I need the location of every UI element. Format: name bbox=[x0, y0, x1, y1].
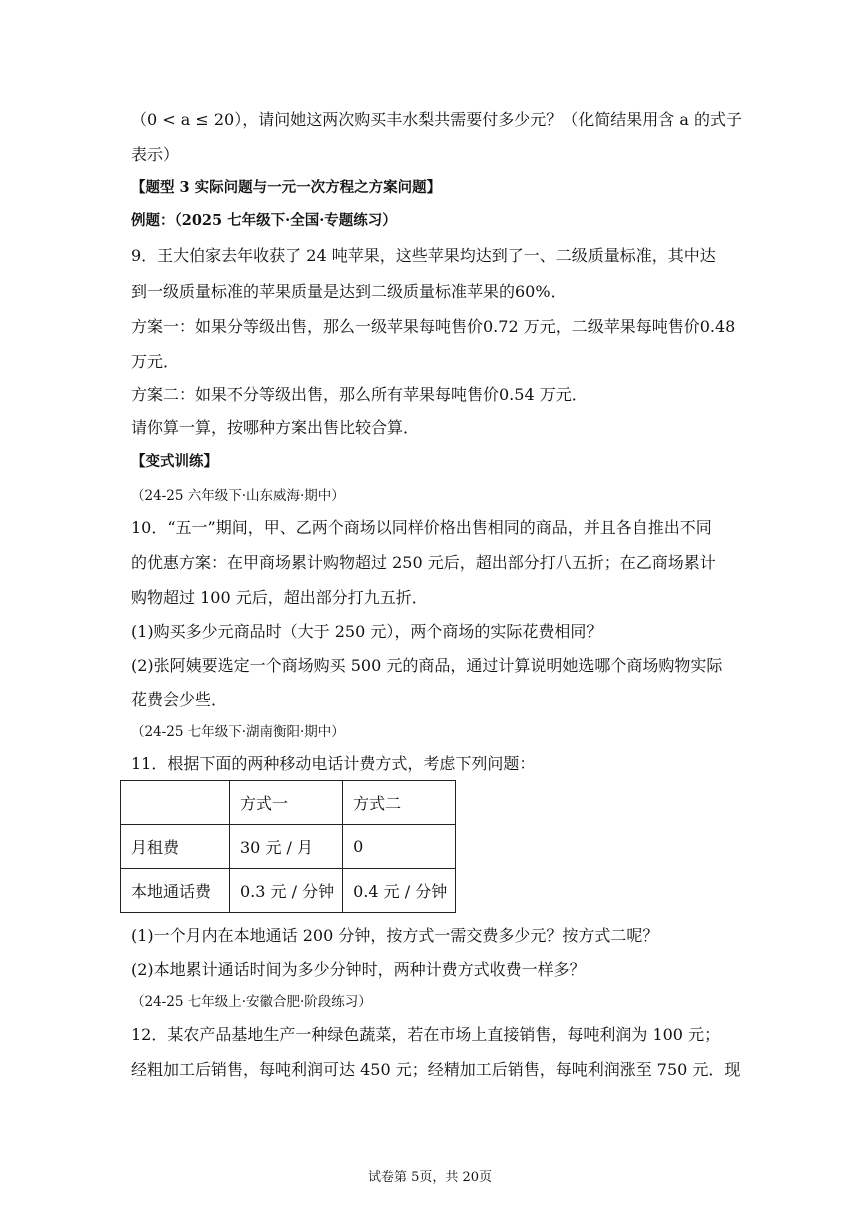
table-cell: 本地通话费 bbox=[121, 869, 230, 913]
question-10-part-1: (1)购买多少元商品时（大于 250 元），两个商场的实际花费相同？ bbox=[131, 622, 603, 641]
question-10-line-1: 10．“五一”期间，甲、乙两个商场以同样价格出售相同的商品，并且各自推出不同 bbox=[131, 518, 712, 537]
question-8-tail-line-2: 表示） bbox=[131, 145, 180, 164]
page-footer: 试卷第 5页，共 20页 bbox=[367, 1170, 493, 1185]
question-10-line-3: 购物超过 100 元后，超出部分打九五折． bbox=[131, 588, 428, 607]
plan-one-line-1: 方案一：如果分等级出售，那么一级苹果每吨售价0.72 万元，二级苹果每吨售价0.48 bbox=[131, 317, 736, 336]
question-11-stem: 11．根据下面的两种移动电话计费方式，考虑下列问题： bbox=[131, 754, 536, 773]
question-9-line-2: 到一级质量标准的苹果质量是达到二级质量标准苹果的60%． bbox=[131, 282, 567, 301]
table-row bbox=[121, 869, 456, 913]
question-10-part-2-line-2: 花费会少些． bbox=[131, 690, 228, 709]
question-10-line-2: 的优惠方案：在甲商场累计购物超过 250 元后，超出部分打八五折；在乙商场累计 bbox=[131, 553, 716, 572]
question-10-part-2-line-1: (2)张阿姨要选定一个商场购买 500 元的商品，通过计算说明她选哪个商场购物实际 bbox=[131, 656, 723, 675]
table-header-cell bbox=[121, 781, 230, 825]
question-12-source: （24-25 七年级上·安徽合肥·阶段练习） bbox=[131, 994, 372, 1010]
question-9-line-1: 9．王大伯家去年收获了 24 吨苹果，这些苹果均达到了一、二级质量标准，其中达 bbox=[131, 246, 716, 265]
table-header-cell: 方式一 bbox=[230, 781, 343, 825]
table-cell: 月租费 bbox=[121, 825, 230, 869]
table-cell: 30 元 / 月 bbox=[230, 825, 343, 869]
question-8-tail-line: （0 < a ≤ 20），请问她这两次购买丰水梨共需要付多少元？（化简结果用含 a 的式子 bbox=[131, 110, 742, 129]
table-cell: 0.3 元 / 分钟 bbox=[230, 869, 343, 913]
table-header-row bbox=[121, 781, 456, 825]
table-cell: 0 bbox=[343, 825, 456, 869]
question-12-line-1: 12．某农产品基地生产一种绿色蔬菜，若在市场上直接销售，每吨利润为 100 元； bbox=[131, 1025, 721, 1044]
question-11-source: （24-25 七年级下·湖南衡阳·期中） bbox=[131, 724, 345, 740]
table-cell: 0.4 元 / 分钟 bbox=[343, 869, 456, 913]
question-9-ask: 请你算一算，按哪种方案出售比较合算． bbox=[131, 418, 420, 437]
plan-two-line: 方案二：如果不分等级出售，那么所有苹果每吨售价0.54 万元． bbox=[131, 385, 588, 404]
example-source: 例题：（2025 七年级下·全国·专题练习） bbox=[131, 212, 397, 229]
billing-table bbox=[120, 780, 456, 913]
question-10-source: （24-25 六年级下·山东威海·期中） bbox=[131, 488, 345, 504]
table-header-cell: 方式二 bbox=[343, 781, 456, 825]
question-11-part-1: (1)一个月内在本地通话 200 分钟，按方式一需交费多少元？按方式二呢？ bbox=[131, 926, 659, 945]
question-11-part-2: (2)本地累计通话时间为多少分钟时，两种计费方式收费一样多？ bbox=[131, 960, 586, 979]
question-12-line-2: 经粗加工后销售，每吨利润可达 450 元；经精加工后销售，每吨利润涨至 750 元．现 bbox=[131, 1060, 741, 1079]
section-heading: 【题型 3 实际问题与一元一次方程之方案问题】 bbox=[131, 179, 442, 196]
plan-one-line-2: 万元． bbox=[131, 352, 180, 371]
table-row bbox=[121, 825, 456, 869]
variant-training-heading: 【变式训练】 bbox=[131, 453, 218, 470]
